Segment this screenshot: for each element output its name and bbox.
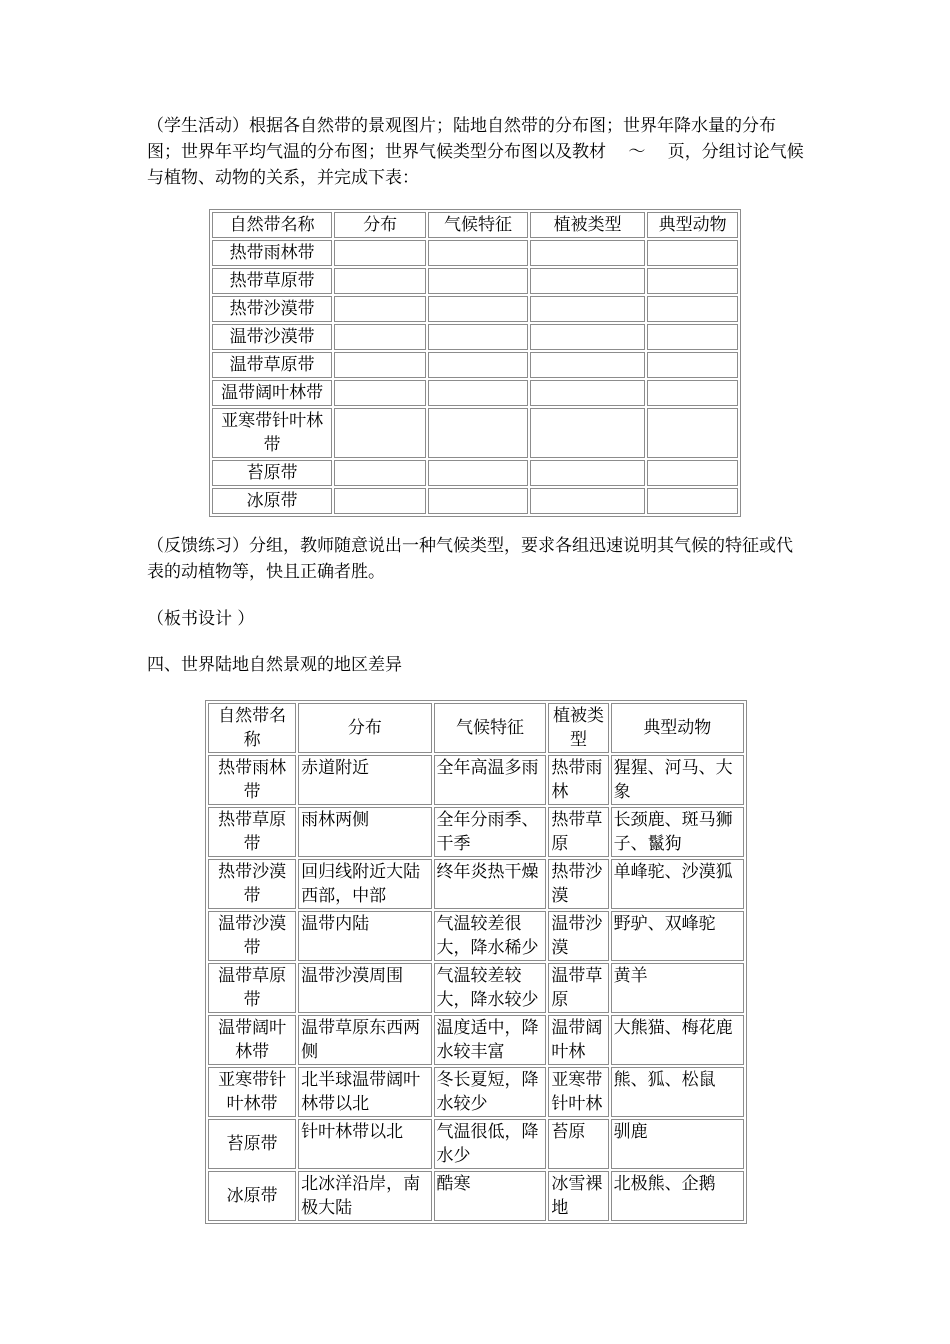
table-row — [208, 1015, 744, 1065]
zone-name-cell: 热带沙漠带 — [208, 859, 296, 909]
empty-cell — [428, 296, 528, 322]
zone-name-cell: 温带阔叶林带 — [208, 1015, 296, 1065]
header-cell: 典型动物 — [611, 703, 744, 753]
climate-cell: 冬长夏短，降水较少 — [434, 1067, 547, 1117]
table-row — [212, 268, 738, 294]
blank-natural-zone-table — [209, 209, 741, 517]
table-row — [212, 324, 738, 350]
header-cell: 分布 — [298, 703, 431, 753]
empty-cell — [647, 488, 738, 514]
empty-cell — [334, 380, 426, 406]
zone-name-cell: 亚寒带针叶林带 — [212, 408, 332, 458]
climate-cell: 全年高温多雨 — [434, 755, 547, 805]
empty-cell — [334, 324, 426, 350]
empty-cell — [530, 268, 645, 294]
table-row — [208, 963, 744, 1013]
board-design-label: （板书设计 ） — [147, 609, 255, 629]
feedback-paragraph: （反馈练习）分组，教师随意说出一种气候类型，要求各组迅速说明其气候的特征或代表的动植物等，快且正确者胜。 — [147, 536, 793, 582]
table-row — [208, 1171, 744, 1221]
section-title: 四、世界陆地自然景观的地区差异 — [147, 655, 402, 675]
empty-cell — [428, 352, 528, 378]
climate-cell: 全年分雨季、干季 — [434, 807, 547, 857]
empty-cell — [530, 352, 645, 378]
empty-cell — [647, 460, 738, 486]
zone-name-cell: 冰原带 — [208, 1171, 296, 1221]
table-row — [212, 488, 738, 514]
empty-cell — [530, 408, 645, 458]
table-row — [212, 240, 738, 266]
zone-name-cell: 温带沙漠带 — [208, 911, 296, 961]
activity-paragraph: （学生活动）根据各自然带的景观图片；陆地自然带的分布图；世界年降水量的分布图；世界年平均气温的分布图；世界气候类型分布图以及教材 ～ 页，分组讨论气候与植物、动物的关系，并完成下表： — [147, 116, 804, 188]
header-cell: 气候特征 — [428, 212, 528, 238]
distribution-cell: 温带草原东西两侧 — [298, 1015, 431, 1065]
zone-name-cell: 热带草原带 — [212, 268, 332, 294]
zone-name-cell: 苔原带 — [212, 460, 332, 486]
header-cell: 植被类型 — [530, 212, 645, 238]
zone-name-cell: 温带沙漠带 — [212, 324, 332, 350]
vegetation-cell: 冰雪裸地 — [548, 1171, 608, 1221]
empty-cell — [428, 268, 528, 294]
table-header-row — [208, 703, 744, 753]
empty-cell — [647, 408, 738, 458]
header-cell: 自然带名称 — [212, 212, 332, 238]
empty-cell — [334, 488, 426, 514]
table-header-row — [212, 212, 738, 238]
empty-cell — [428, 408, 528, 458]
animals-cell: 长颈鹿、斑马狮子、鬣狗 — [611, 807, 744, 857]
distribution-cell: 北半球温带阔叶林带以北 — [298, 1067, 431, 1117]
table-row — [212, 408, 738, 458]
climate-cell: 气温较差较大，降水较少 — [434, 963, 547, 1013]
distribution-cell: 北冰洋沿岸，南极大陆 — [298, 1171, 431, 1221]
animals-cell: 野驴、双峰驼 — [611, 911, 744, 961]
table-row — [208, 755, 744, 805]
empty-cell — [530, 324, 645, 350]
table-row — [208, 911, 744, 961]
animals-cell: 北极熊、企鹅 — [611, 1171, 744, 1221]
empty-cell — [334, 460, 426, 486]
empty-cell — [334, 268, 426, 294]
vegetation-cell: 亚寒带针叶林 — [548, 1067, 608, 1117]
climate-cell: 温度适中，降水较丰富 — [434, 1015, 547, 1065]
empty-cell — [428, 240, 528, 266]
empty-cell — [428, 488, 528, 514]
distribution-cell: 回归线附近大陆西部，中部 — [298, 859, 431, 909]
distribution-cell: 雨林两侧 — [298, 807, 431, 857]
vegetation-cell: 热带草原 — [548, 807, 608, 857]
header-cell: 气候特征 — [434, 703, 547, 753]
vegetation-cell: 热带沙漠 — [548, 859, 608, 909]
distribution-cell: 温带内陆 — [298, 911, 431, 961]
header-cell: 自然带名称 — [208, 703, 296, 753]
table-row — [212, 460, 738, 486]
zone-name-cell: 热带草原带 — [208, 807, 296, 857]
distribution-cell: 针叶林带以北 — [298, 1119, 431, 1169]
table-row — [208, 859, 744, 909]
vegetation-cell: 温带沙漠 — [548, 911, 608, 961]
zone-name-cell: 温带阔叶林带 — [212, 380, 332, 406]
table-row — [208, 807, 744, 857]
header-cell: 植被类型 — [548, 703, 608, 753]
empty-cell — [428, 380, 528, 406]
header-cell: 分布 — [334, 212, 426, 238]
table-row — [208, 1067, 744, 1117]
empty-cell — [530, 296, 645, 322]
natural-zone-table — [205, 700, 747, 1224]
empty-cell — [428, 324, 528, 350]
empty-cell — [530, 380, 645, 406]
animals-cell: 黄羊 — [611, 963, 744, 1013]
animals-cell: 单峰驼、沙漠狐 — [611, 859, 744, 909]
zone-name-cell: 热带雨林带 — [212, 240, 332, 266]
animals-cell: 大熊猫、梅花鹿 — [611, 1015, 744, 1065]
vegetation-cell: 温带阔叶林 — [548, 1015, 608, 1065]
table-row — [212, 352, 738, 378]
empty-cell — [647, 240, 738, 266]
zone-name-cell: 热带雨林带 — [208, 755, 296, 805]
animals-cell: 猩猩、河马、大象 — [611, 755, 744, 805]
vegetation-cell: 热带雨林 — [548, 755, 608, 805]
empty-cell — [428, 460, 528, 486]
zone-name-cell: 亚寒带针叶林带 — [208, 1067, 296, 1117]
empty-cell — [530, 488, 645, 514]
empty-cell — [647, 296, 738, 322]
empty-cell — [530, 460, 645, 486]
climate-cell: 终年炎热干燥 — [434, 859, 547, 909]
vegetation-cell: 苔原 — [548, 1119, 608, 1169]
climate-cell: 气温较差很大，降水稀少 — [434, 911, 547, 961]
distribution-cell: 赤道附近 — [298, 755, 431, 805]
climate-cell: 酷寒 — [434, 1171, 547, 1221]
animals-cell: 驯鹿 — [611, 1119, 744, 1169]
zone-name-cell: 热带沙漠带 — [212, 296, 332, 322]
header-cell: 典型动物 — [647, 212, 738, 238]
empty-cell — [334, 296, 426, 322]
zone-name-cell: 冰原带 — [212, 488, 332, 514]
empty-cell — [647, 268, 738, 294]
vegetation-cell: 温带草原 — [548, 963, 608, 1013]
animals-cell: 熊、狐、松鼠 — [611, 1067, 744, 1117]
distribution-cell: 温带沙漠周围 — [298, 963, 431, 1013]
empty-cell — [334, 408, 426, 458]
empty-cell — [647, 380, 738, 406]
table-row — [208, 1119, 744, 1169]
table-row — [212, 380, 738, 406]
empty-cell — [647, 352, 738, 378]
zone-name-cell: 苔原带 — [208, 1119, 296, 1169]
empty-cell — [334, 352, 426, 378]
empty-cell — [647, 324, 738, 350]
empty-cell — [334, 240, 426, 266]
climate-cell: 气温很低，降水少 — [434, 1119, 547, 1169]
zone-name-cell: 温带草原带 — [212, 352, 332, 378]
zone-name-cell: 温带草原带 — [208, 963, 296, 1013]
empty-cell — [530, 240, 645, 266]
table-row — [212, 296, 738, 322]
